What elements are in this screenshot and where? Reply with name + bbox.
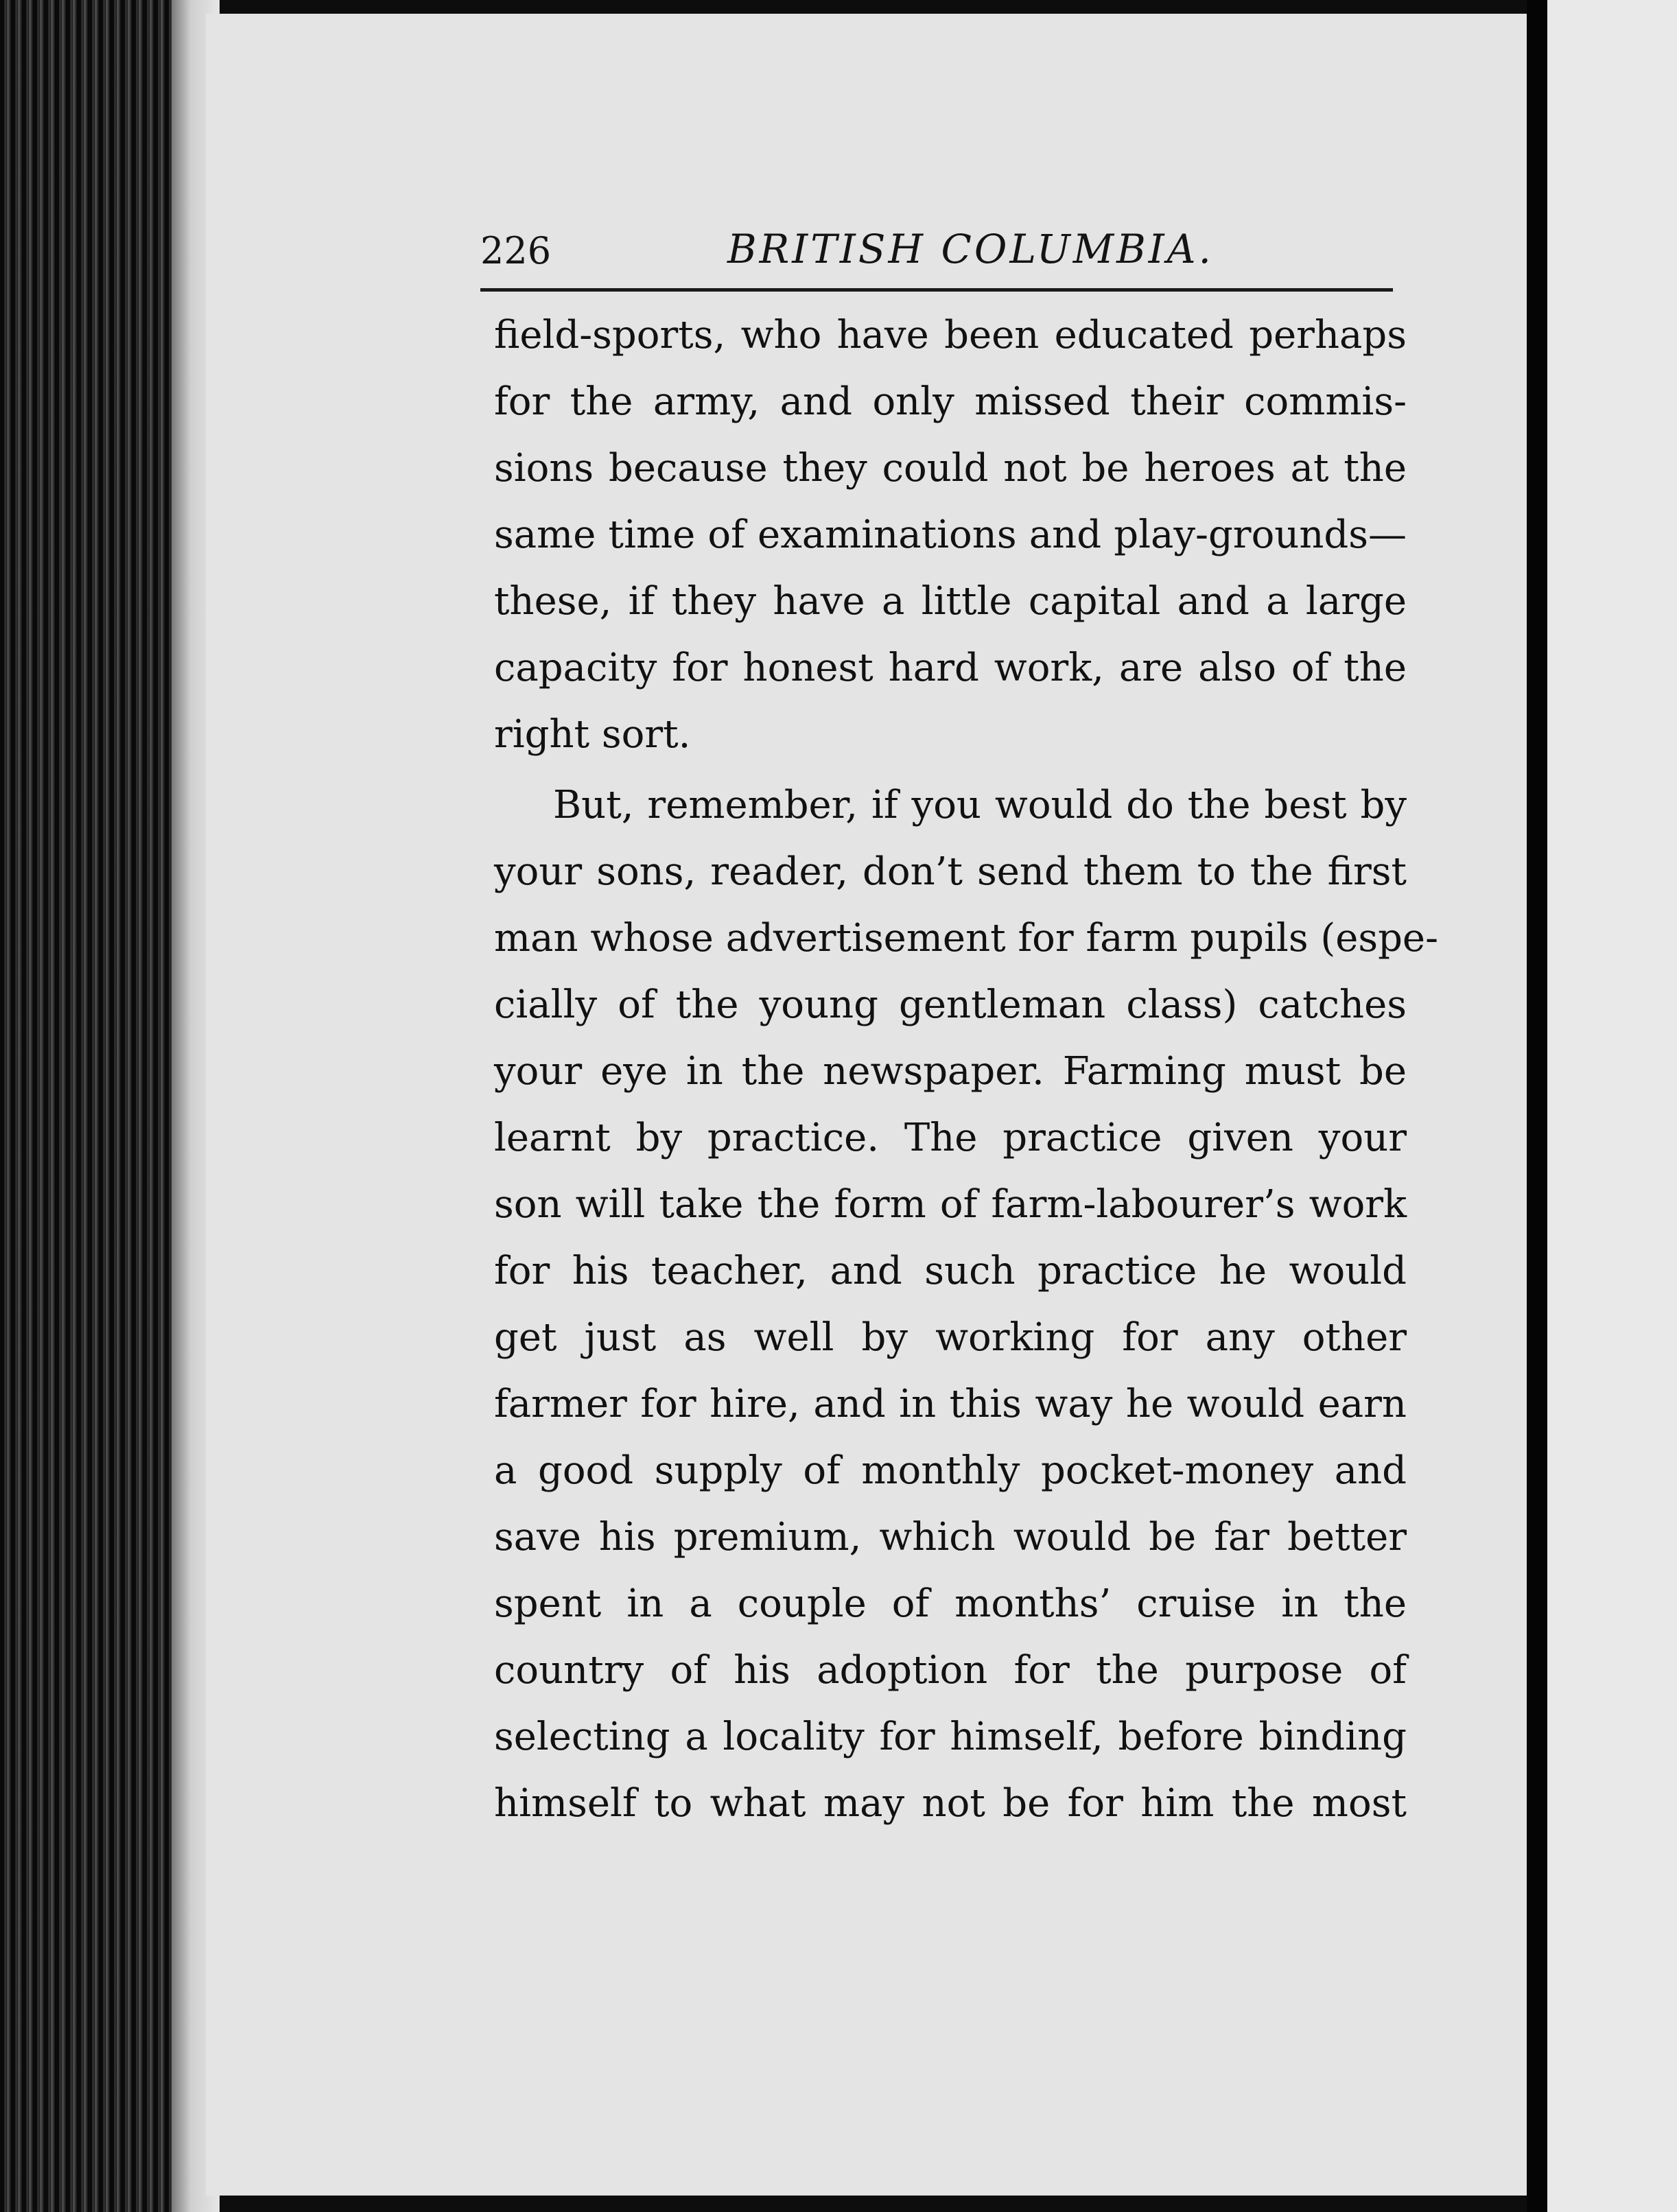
text-line: man whose advertisement for farm pupils (espe- [494, 916, 1438, 961]
text-line: for the army, and only missed their commis- [494, 379, 1407, 424]
paragraph [494, 772, 1438, 1837]
text-line: right sort. [494, 712, 691, 757]
text-line: spent in a couple of months’ cruise in the [494, 1581, 1407, 1626]
text-line: your sons, reader, don’t send them to the first [494, 849, 1407, 894]
paragraph [494, 302, 1407, 768]
text-line: country of his adoption for the purpose of [494, 1648, 1407, 1693]
text-line: But, remember, if you would do the best by [553, 783, 1407, 827]
text-line: your eye in the newspaper. Farming must be [494, 1049, 1407, 1094]
facing-page-margin [1547, 0, 1677, 2212]
text-line: himself to what may not be for him the most [494, 1781, 1407, 1826]
text-line: for his teacher, and such practice he would [494, 1249, 1407, 1293]
text-line: field-sports, who have been educated perhaps [494, 313, 1407, 357]
text-line: these, if they have a little capital and a large [494, 579, 1407, 624]
text-line: get just as well by working for any other [494, 1315, 1407, 1360]
text-line: capacity for honest hard work, are also of the [494, 646, 1407, 690]
text-line: son will take the form of farm-labourer’s work [494, 1182, 1407, 1227]
text-line: save his premium, which would be far better [494, 1515, 1407, 1560]
text-line: sions because they could not be heroes at the [494, 446, 1407, 491]
text-line: cially of the young gentleman class) catches [494, 983, 1407, 1027]
running-head: BRITISH COLUMBIA. [727, 226, 1214, 272]
page-header [480, 216, 1393, 292]
text-line: same time of examinations and play-grounds— [494, 513, 1407, 557]
book-binding [0, 0, 172, 2212]
text-line: learnt by practice. The practice given your [494, 1116, 1407, 1160]
page-number: 226 [480, 229, 552, 272]
facing-page-gutter [1527, 0, 1547, 2212]
text-line: a good supply of monthly pocket-money and [494, 1448, 1407, 1493]
text-line: farmer for hire, and in this way he would earn [494, 1382, 1407, 1426]
body-text [494, 302, 1438, 1837]
header-rule [480, 288, 1393, 292]
text-line: selecting a locality for himself, before binding [494, 1715, 1407, 1759]
